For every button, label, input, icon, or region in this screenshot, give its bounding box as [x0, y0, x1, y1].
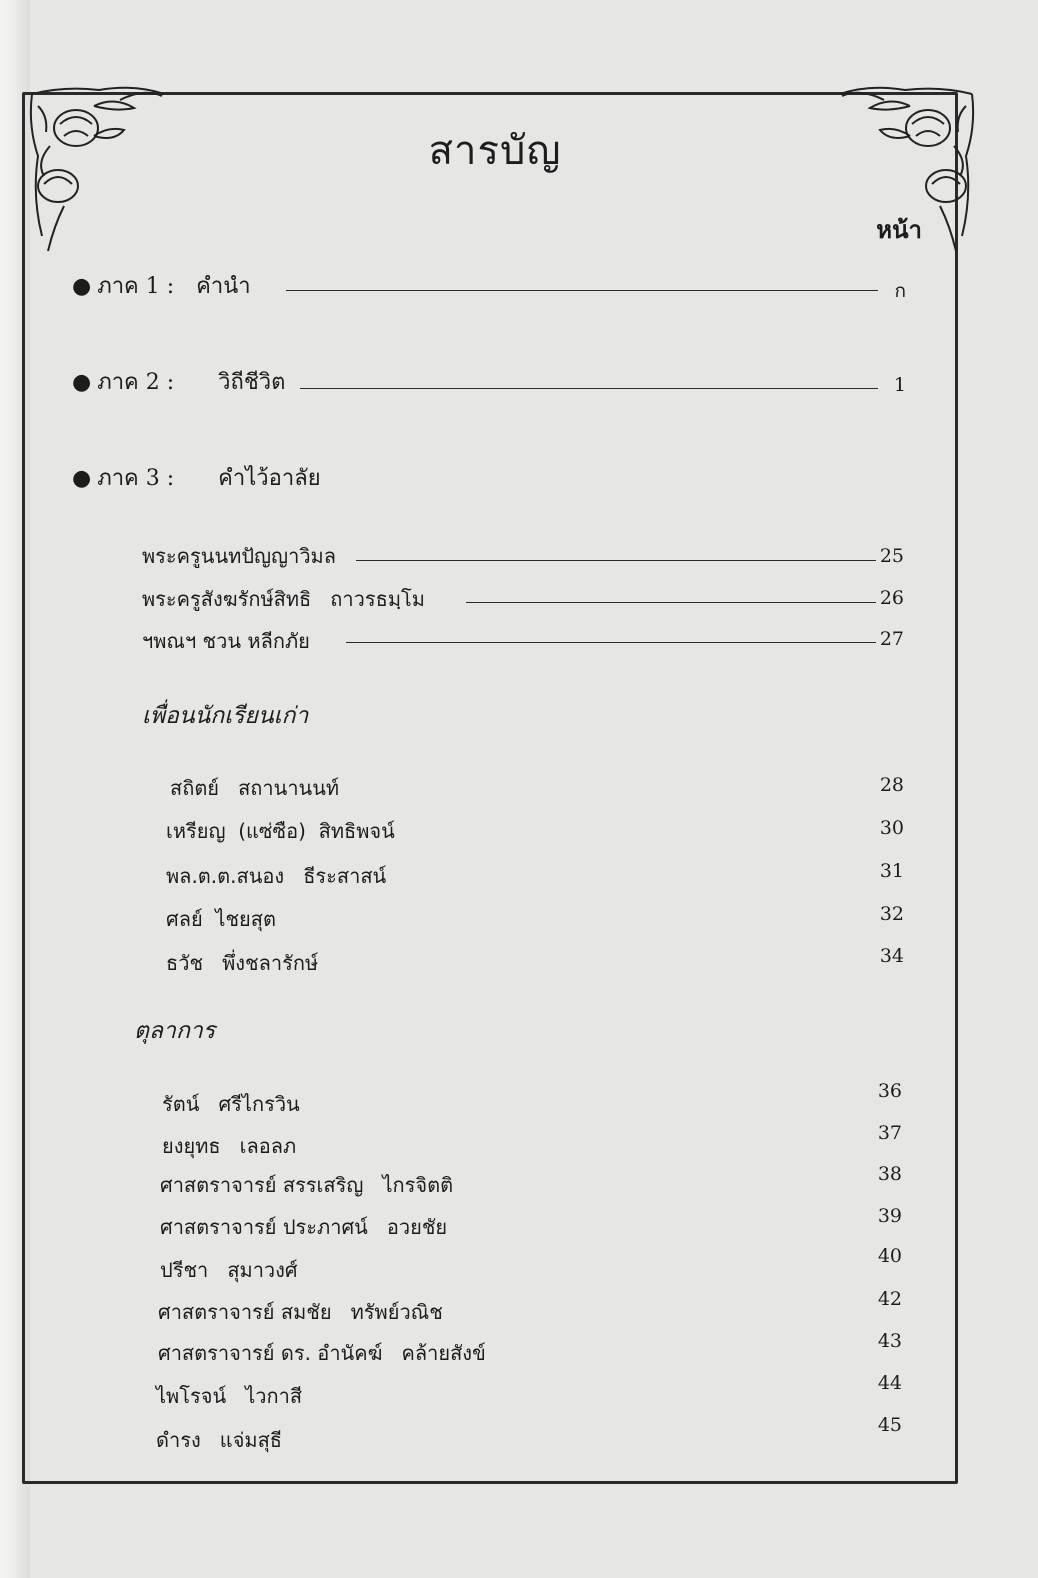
page-number: 30 [879, 817, 904, 839]
dot-leader [356, 560, 876, 561]
section-heading-judges: ตุลาการ [134, 1018, 216, 1044]
toc-entry[interactable]: ดำรง แจ่มสุธี [156, 1428, 283, 1452]
part-label: ภาค 1 : [97, 274, 175, 299]
page-number: 45 [877, 1414, 902, 1436]
toc-entry[interactable]: ศลย์ ไชยสุต [166, 907, 276, 931]
dot-leader [286, 290, 878, 291]
page-title: สารบัญ [428, 128, 562, 174]
toc-entry[interactable]: พระครูนนทปัญญาวิมล [142, 544, 336, 568]
toc-entry[interactable]: ศาสตราจารย์ ดร. อำนัคฆ์ คล้ายสังข์ [158, 1341, 486, 1365]
page-number: 1 [893, 374, 906, 396]
toc-entry[interactable]: พล.ต.ต.สนอง ธีระสาสน์ [166, 864, 387, 888]
toc-entry[interactable]: ไพโรจน์ ไวกาสี [156, 1384, 303, 1408]
page-number: 44 [877, 1372, 902, 1394]
page-number: 25 [879, 545, 904, 567]
part-title: วิถีชีวิต [218, 370, 286, 395]
toc-entry[interactable]: ธวัช พึ่งชลารักษ์ [166, 951, 319, 975]
toc-part-3[interactable] [72, 460, 321, 495]
part-label: ภาค 2 : [97, 370, 175, 395]
page-number: 28 [879, 774, 904, 796]
page-number: 42 [877, 1288, 902, 1310]
part-label: ภาค 3 : [97, 466, 175, 491]
bullet-icon: ● [72, 370, 92, 395]
toc-entry[interactable]: สถิตย์ สถานานนท์ [170, 776, 340, 800]
page-number: 38 [877, 1163, 902, 1185]
toc-entry[interactable]: ศาสตราจารย์ สรรเสริญ ไกรจิตติ [160, 1173, 454, 1197]
page-number: 31 [879, 860, 904, 882]
page-number: 43 [877, 1330, 902, 1352]
page-number: 39 [877, 1205, 902, 1227]
toc-entry[interactable]: ศาสตราจารย์ สมชัย ทรัพย์วณิช [158, 1300, 443, 1324]
bullet-icon: ● [72, 466, 92, 491]
part-title: คำนำ [196, 274, 251, 299]
toc-entry[interactable]: พระครูสังฆรักษ์สิทธิ ถาวรธมฺโม [142, 587, 425, 611]
dot-leader [466, 602, 876, 603]
part-title: คำไว้อาลัย [218, 466, 321, 491]
toc-entry[interactable]: ปรีชา สุมาวงศ์ [160, 1258, 298, 1282]
page-number: 26 [879, 587, 904, 609]
bullet-icon: ● [72, 274, 92, 299]
dot-leader [300, 388, 878, 389]
page-number: 34 [879, 945, 904, 967]
page-number: 27 [879, 628, 904, 650]
dot-leader [346, 642, 876, 643]
page-number: 37 [877, 1122, 902, 1144]
toc-entry[interactable]: ยงยุทธ เลอลภ [162, 1134, 297, 1158]
toc-entry[interactable]: เหรียญ (แซ่ซือ) สิทธิพจน์ [166, 819, 395, 843]
section-heading-alumni: เพื่อนนักเรียนเก่า [142, 703, 309, 729]
page-number: ก [894, 280, 906, 302]
page-number: 36 [877, 1080, 902, 1102]
toc-entry[interactable]: ศาสตราจารย์ ประภาศน์ อวยชัย [160, 1215, 448, 1239]
toc-part-1[interactable] [72, 268, 251, 303]
toc-entry[interactable]: ฯพณฯ ชวน หลีกภัย [142, 629, 310, 653]
toc-entry[interactable]: รัตน์ ศรีไกรวิน [162, 1092, 300, 1116]
page-column-label: หน้า [876, 216, 922, 244]
page-number: 40 [877, 1245, 902, 1267]
toc-part-2[interactable] [72, 364, 285, 399]
page-number: 32 [879, 903, 904, 925]
